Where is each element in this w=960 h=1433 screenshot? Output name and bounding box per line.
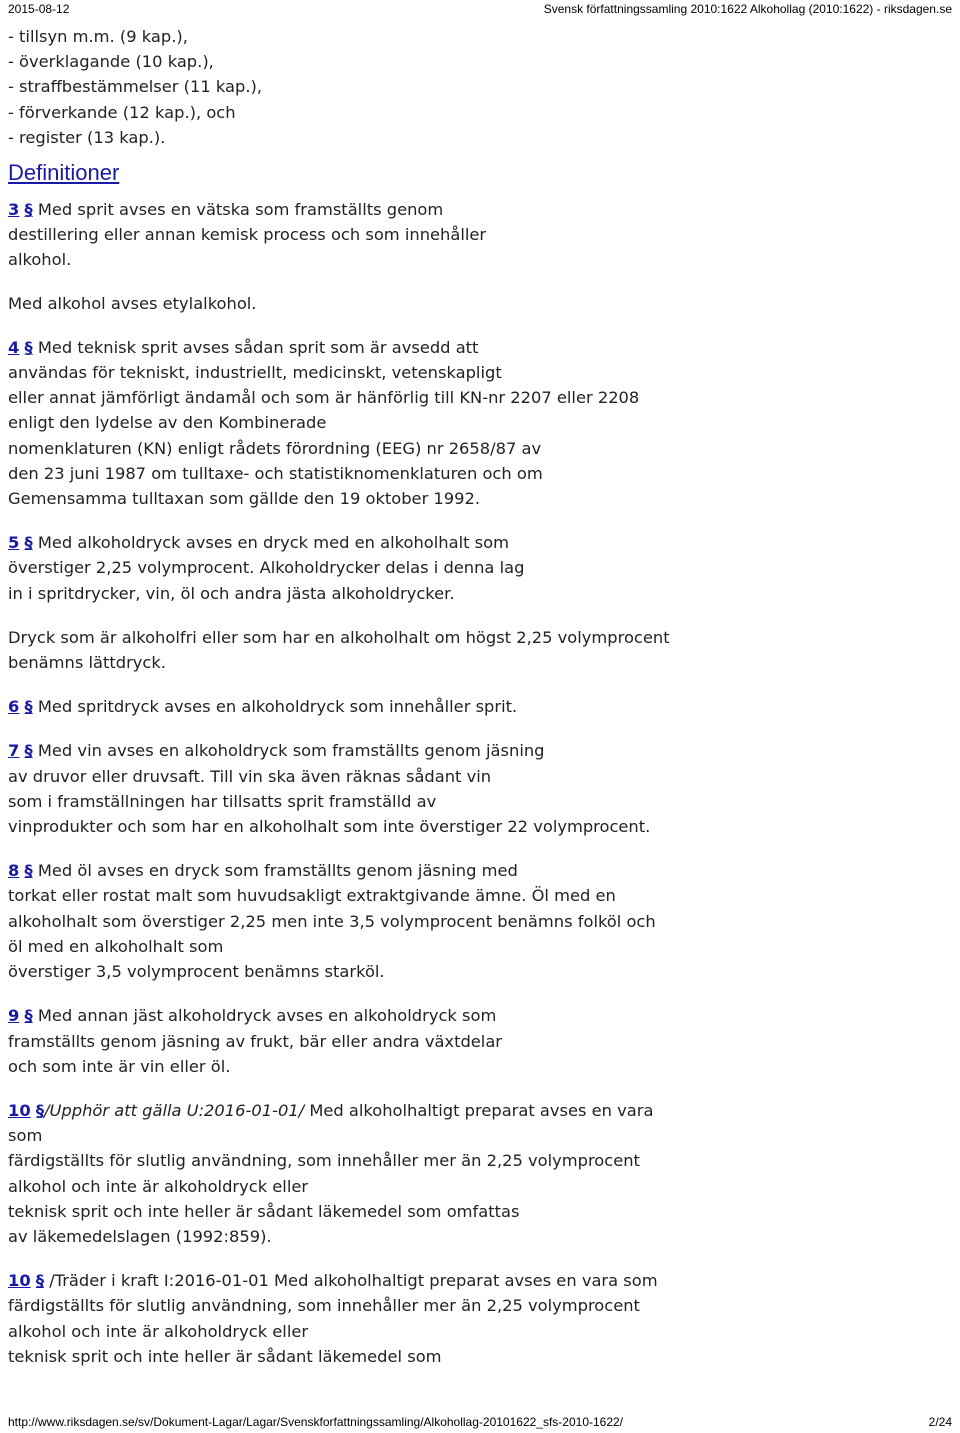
paragraph-text: /Träder i kraft I:2016-01-01 Med alkoholhaltigt preparat avses en vara som (49, 1271, 658, 1291)
paragraph-5 (8, 530, 953, 606)
section-sign-link[interactable]: § (24, 533, 33, 553)
paragraph-text: eller annat jämförligt ändamål och som är hänförlig till KN-nr 2207 eller 2208 (8, 388, 640, 408)
validity-status: /Upphör att gälla U:2016-01-01/ (44, 1100, 305, 1120)
paragraph-6 (8, 694, 953, 719)
paragraph-10-new (8, 1268, 953, 1369)
paragraph-text: vinprodukter och som har en alkoholhalt som inte överstiger 22 volymprocent. (8, 817, 651, 837)
page-footer (8, 1411, 952, 1433)
paragraph-text: Med alkohol avses etylalkohol. (8, 293, 257, 313)
paragraph-text: Dryck som är alkoholfri eller som har en alkoholhalt om högst 2,25 volymprocent (8, 627, 670, 647)
page-number: 2/24 (928, 1415, 952, 1429)
intro-list (8, 24, 953, 150)
paragraph-5-second (8, 625, 953, 675)
paragraph-number-link[interactable]: 9 (8, 1006, 20, 1026)
paragraph-text: destillering eller annan kemisk process och som innehåller (8, 225, 487, 245)
list-item: - tillsyn m.m. (9 kap.), (8, 27, 188, 46)
paragraph-text: torkat eller rostat malt som huvudsakligt extraktgivande ämne. Öl med en (8, 886, 616, 906)
paragraph-number-link[interactable]: 5 (8, 533, 20, 553)
paragraph-text: alkohol och inte är alkoholdryck eller (8, 1321, 309, 1341)
paragraph-text: Med vin avses en alkoholdryck som framställts genom jäsning (37, 741, 545, 761)
paragraph-text: som i framställningen har tillsatts sprit framställd av (8, 791, 437, 811)
paragraph-text: in i spritdrycker, vin, öl och andra jästa alkoholdrycker. (8, 583, 455, 603)
paragraph-text: Med spritdryck avses en alkoholdryck som innehåller sprit. (37, 697, 518, 717)
paragraph-text: färdigställts för slutlig användning, som innehåller mer än 2,25 volymprocent (8, 1296, 640, 1316)
section-sign-link[interactable]: § (24, 200, 33, 220)
list-item: - straffbestämmelser (11 kap.), (8, 77, 263, 97)
paragraph-text: enligt den lydelse av den Kombinerade (8, 413, 327, 433)
paragraph-text: av druvor eller druvsaft. Till vin ska även räknas sådant vin (8, 766, 492, 786)
paragraph-text: överstiger 2,25 volymprocent. Alkoholdrycker delas i denna lag (8, 558, 525, 578)
paragraph-text: färdigställts för slutlig användning, som innehåller mer än 2,25 volymprocent (8, 1151, 640, 1171)
paragraph-number-link[interactable]: 10 (8, 1271, 31, 1291)
paragraph-9 (8, 1003, 953, 1079)
paragraph-text: teknisk sprit och inte heller är sådant läkemedel som (8, 1346, 442, 1366)
document-body (8, 24, 953, 1369)
page-header (8, 0, 952, 20)
paragraph-text: överstiger 3,5 volymprocent benämns starköl. (8, 962, 385, 982)
paragraph-text: nomenklaturen (KN) enligt rådets förordning (EEG) nr 2658/87 av (8, 438, 542, 458)
section-sign-link[interactable]: § (24, 741, 33, 761)
paragraph-text: Med alkoholhaltigt preparat avses en vara (309, 1100, 654, 1120)
paragraph-text: framställts genom jäsning av frukt, bär eller andra växtdelar (8, 1031, 502, 1051)
paragraph-text: teknisk sprit och inte heller är sådant läkemedel som omfattas (8, 1201, 520, 1221)
section-sign-link[interactable]: § (35, 1271, 44, 1291)
paragraph-4 (8, 335, 953, 511)
source-url: http://www.riksdagen.se/sv/Dokument-Lagar/Lagar/Svenskforfattningssamling/Alkohollag-20101622_sfs-2010-1622/ (8, 1415, 624, 1429)
print-date: 2015-08-12 (8, 2, 70, 16)
list-item: - register (13 kap.). (8, 127, 166, 147)
paragraph-10-old (8, 1098, 953, 1249)
paragraph-text: av läkemedelslagen (1992:859). (8, 1226, 272, 1246)
list-item: - överklagande (10 kap.), (8, 52, 214, 72)
paragraph-text: Med alkoholdryck avses en dryck med en alkoholhalt som (37, 533, 509, 553)
paragraph-text: Med annan jäst alkoholdryck avses en alkoholdryck som (37, 1006, 497, 1026)
paragraph-text: användas för tekniskt, industriellt, medicinskt, vetenskapligt (8, 363, 502, 383)
paragraph-text: som (8, 1126, 43, 1146)
paragraph-number-link[interactable]: 7 (8, 741, 20, 761)
page-title: Svensk författningssamling 2010:1622 Alkohollag (2010:1622) - riksdagen.se (543, 2, 952, 16)
paragraph-7 (8, 738, 953, 839)
paragraph-text: alkohol. (8, 250, 72, 270)
paragraph-text: alkoholhalt som överstiger 2,25 men inte 3,5 volymprocent benämns folköl och (8, 911, 656, 931)
section-sign-link[interactable]: § (24, 337, 33, 357)
paragraph-number-link[interactable]: 3 (8, 200, 20, 220)
paragraph-text: benämns lättdryck. (8, 653, 166, 673)
paragraph-text: öl med en alkoholhalt som (8, 936, 224, 956)
paragraph-text: och som inte är vin eller öl. (8, 1056, 231, 1076)
section-sign-link[interactable]: § (24, 697, 33, 717)
paragraph-text: Gemensamma tulltaxan som gällde den 19 oktober 1992. (8, 489, 481, 509)
paragraph-text: Med sprit avses en vätska som framställts genom (37, 200, 444, 220)
list-item: - förverkande (12 kap.), och (8, 102, 236, 122)
paragraph-number-link[interactable]: 10 (8, 1100, 31, 1120)
paragraph-text: den 23 juni 1987 om tulltaxe- och statistiknomenklaturen och om (8, 463, 543, 483)
paragraph-8 (8, 858, 953, 984)
section-sign-link[interactable]: § (24, 1006, 33, 1026)
paragraph-text: alkohol och inte är alkoholdryck eller (8, 1176, 309, 1196)
paragraph-number-link[interactable]: 8 (8, 861, 20, 881)
section-heading[interactable]: Definitioner (8, 160, 120, 186)
section-sign-link[interactable]: § (35, 1100, 44, 1120)
paragraph-text: Med teknisk sprit avses sådan sprit som är avsedd att (37, 337, 479, 357)
paragraph-number-link[interactable]: 6 (8, 697, 20, 717)
paragraph-text: Med öl avses en dryck som framställts genom jäsning med (37, 861, 518, 881)
paragraph-number-link[interactable]: 4 (8, 337, 20, 357)
paragraph-3 (8, 197, 953, 273)
section-sign-link[interactable]: § (24, 861, 33, 881)
